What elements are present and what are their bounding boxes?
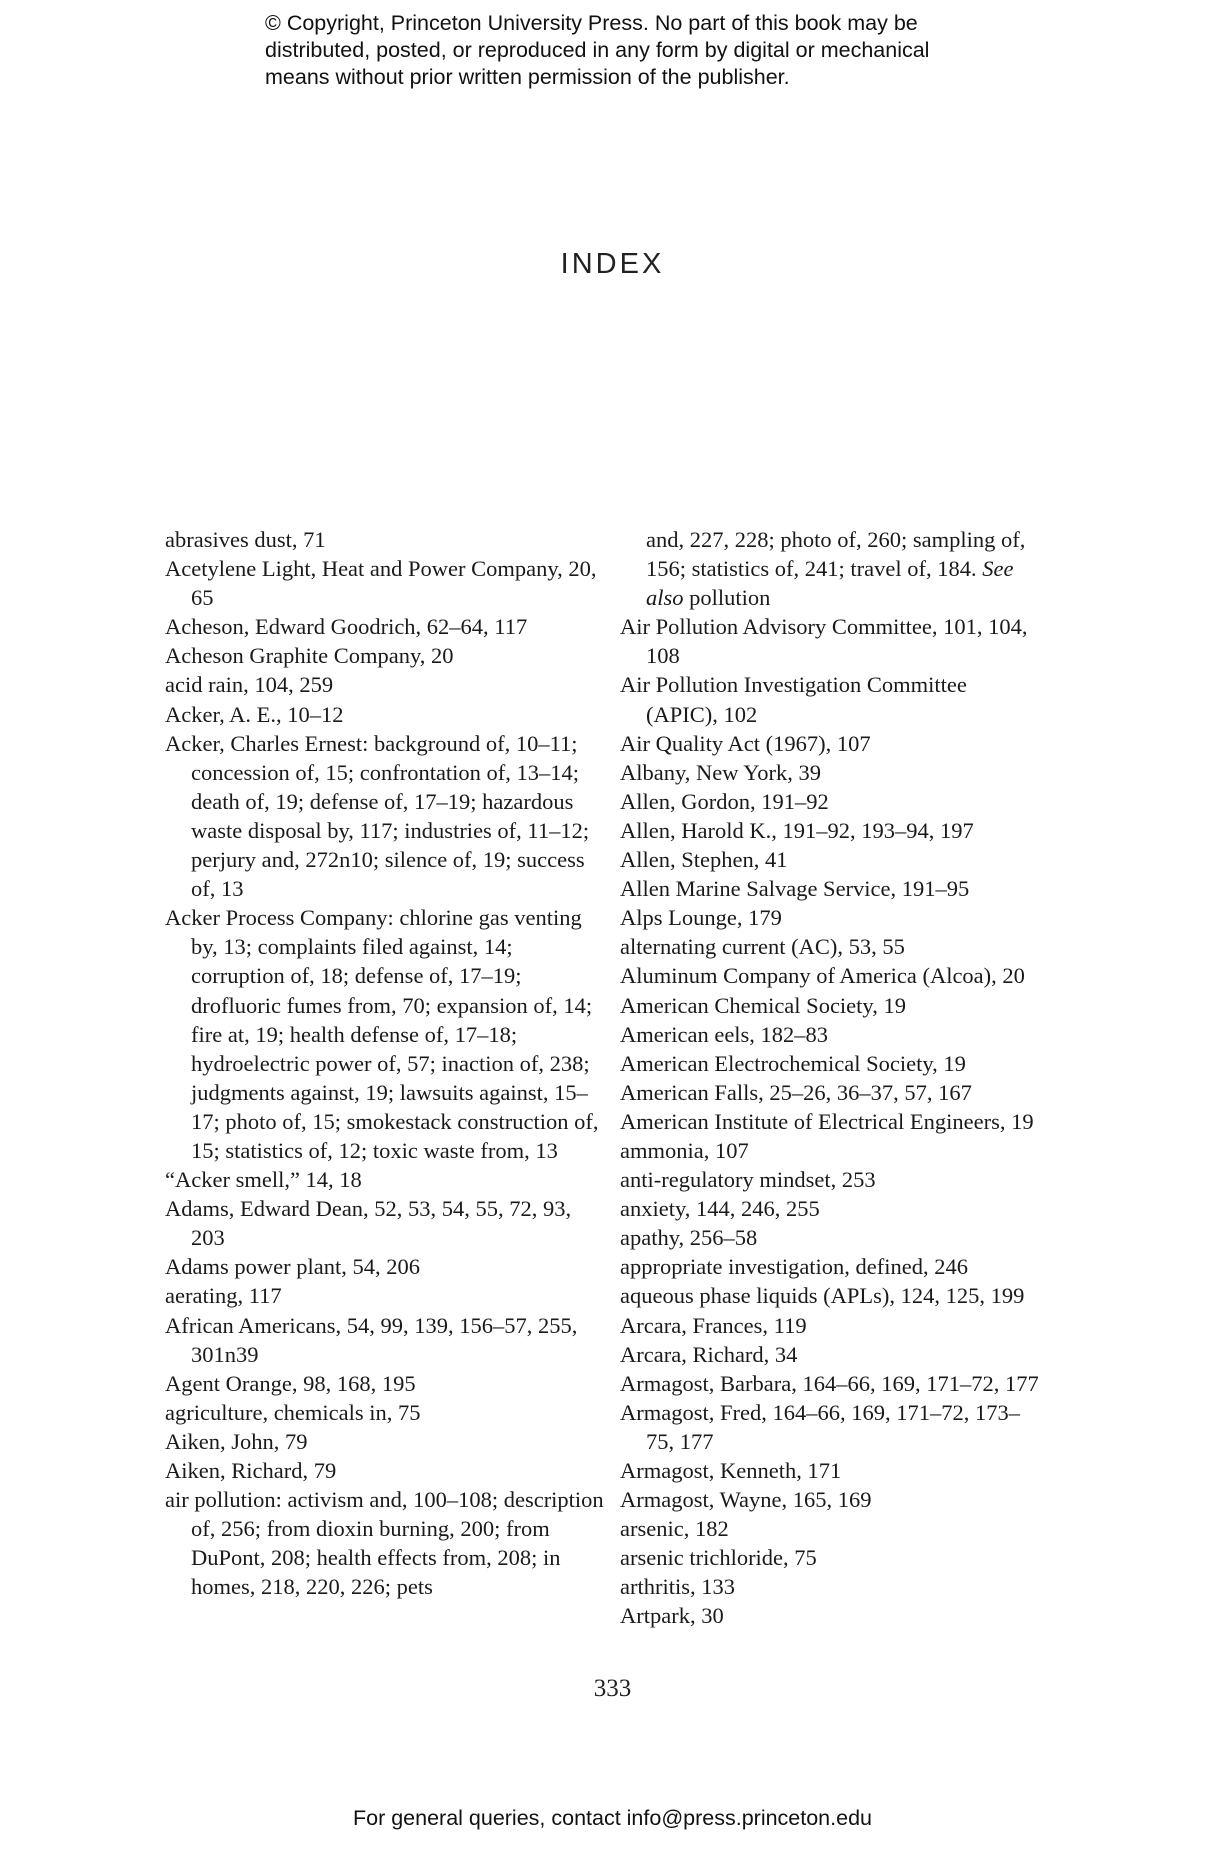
index-entry: American Chemical Society, 19 bbox=[620, 992, 906, 1018]
index-entry: anti-regulatory mindset, 253 bbox=[620, 1167, 876, 1193]
index-entry: alternating current (AC), 53, 55 bbox=[620, 934, 905, 960]
page-number: 333 bbox=[593, 1675, 632, 1702]
index-entry: arthritis, 133 bbox=[620, 1574, 735, 1600]
index-entry: ammonia, 107 bbox=[620, 1137, 749, 1163]
index-entry: Alps Lounge, 179 bbox=[620, 905, 782, 931]
index-column-right bbox=[620, 525, 1040, 1631]
index-entry: aerating, 117 bbox=[165, 1283, 282, 1309]
index-entry: Acker, A. E., 10–12 bbox=[165, 701, 344, 727]
index-entry: Acker Process Company: chlorine gas venting by, 13; complaints filed against, 14; corruption of, 18; defense of, 17–19; drofluoric fumes from, 70; expansion of, 14; fire at, 19; health defense of, 17–18; hydroelectric power of, 57; inaction of, 238; judgments against, 19; lawsuits against, 15–17; photo of, 15; smokestack construction of, 15; statistics of, 12; toxic waste from, 13 bbox=[165, 905, 599, 1163]
index-entry: air pollution: activism and, 100–108; description of, 256; from dioxin burning, 200; from DuPont, 208; health effects from, 208; in homes, 218, 220, 226; pets bbox=[165, 1487, 604, 1600]
index-entry: Armagost, Wayne, 165, 169 bbox=[620, 1487, 872, 1513]
see-also-label: See also bbox=[646, 556, 1014, 611]
index-entry: Arcara, Frances, 119 bbox=[620, 1312, 807, 1338]
index-entry: Adams, Edward Dean, 52, 53, 54, 55, 72, 93, 203 bbox=[165, 1196, 572, 1251]
index-entry: Arcara, Richard, 34 bbox=[620, 1341, 798, 1367]
index-entry: anxiety, 144, 246, 255 bbox=[620, 1196, 820, 1222]
index-entry: Acheson, Edward Goodrich, 62–64, 117 bbox=[165, 614, 528, 640]
index-entry: Air Quality Act (1967), 107 bbox=[620, 730, 871, 756]
index-entry: acid rain, 104, 259 bbox=[165, 672, 334, 698]
index-entry: Allen, Harold K., 191–92, 193–94, 197 bbox=[620, 817, 974, 843]
index-entry: “Acker smell,” 14, 18 bbox=[165, 1167, 362, 1193]
index-entry: Armagost, Fred, 164–66, 169, 171–72, 173–75, 177 bbox=[620, 1399, 1020, 1454]
continuation-text: and, 227, 228; photo of, 260; sampling of, 156; statistics of, 241; travel of, 184. bbox=[646, 527, 1026, 582]
index-entry: American Electrochemical Society, 19 bbox=[620, 1050, 966, 1076]
index-entry: Allen, Stephen, 41 bbox=[620, 847, 788, 873]
index-entry: arsenic, 182 bbox=[620, 1516, 729, 1542]
index-entry: Aluminum Company of America (Alcoa), 20 bbox=[620, 963, 1025, 989]
index-entry: arsenic trichloride, 75 bbox=[620, 1545, 817, 1571]
footer-contact: For general queries, contact info@press.princeton.edu bbox=[352, 1806, 872, 1830]
index-entry: Albany, New York, 39 bbox=[620, 759, 822, 785]
page-title: INDEX bbox=[560, 248, 665, 280]
index-entry: American Falls, 25–26, 36–37, 57, 167 bbox=[620, 1079, 972, 1105]
index-entry: agriculture, chemicals in, 75 bbox=[165, 1399, 421, 1425]
index-entry: Agent Orange, 98, 168, 195 bbox=[165, 1370, 416, 1396]
index-entry: American eels, 182–83 bbox=[620, 1021, 829, 1047]
index-entry: aqueous phase liquids (APLs), 124, 125, 199 bbox=[620, 1283, 1025, 1309]
index-entry: Armagost, Barbara, 164–66, 169, 171–72, 177 bbox=[620, 1370, 1039, 1396]
index-entry: American Institute of Electrical Engineers, 19 bbox=[620, 1108, 1034, 1134]
index-entry-continuation bbox=[620, 525, 1040, 612]
index-entry: Acker, Charles Ernest: background of, 10–11; concession of, 15; confrontation of, 13–14; death of, 19; defense of, 17–19; hazardous waste disposal by, 117; industries of, 11–12; perjury and, 272n10; silence of, 19; success of, 13 bbox=[165, 730, 590, 902]
index-entry: abrasives dust, 71 bbox=[165, 527, 326, 552]
index-entry: Allen Marine Salvage Service, 191–95 bbox=[620, 876, 970, 902]
index-entry: Armagost, Kenneth, 171 bbox=[620, 1458, 842, 1483]
index-entry: Allen, Gordon, 191–92 bbox=[620, 788, 829, 814]
index-entry: Adams power plant, 54, 206 bbox=[165, 1254, 420, 1280]
index-entry: Acetylene Light, Heat and Power Company, 20, 65 bbox=[165, 556, 597, 611]
copyright-notice: © Copyright, Princeton University Press. No part of this book may be distributed, posted, or reproduced in any form by digital or mechanical means without prior written permission of the publisher. bbox=[265, 11, 930, 89]
index-entry: Acheson Graphite Company, 20 bbox=[165, 643, 454, 669]
index-entry: appropriate investigation, defined, 246 bbox=[620, 1254, 969, 1280]
index-entry: Air Pollution Investigation Committee (APIC), 102 bbox=[620, 672, 967, 727]
see-also-target: pollution bbox=[689, 585, 771, 611]
index-entry: Aiken, John, 79 bbox=[165, 1428, 308, 1454]
index-entry: Aiken, Richard, 79 bbox=[165, 1458, 337, 1483]
index-entry: Artpark, 30 bbox=[620, 1603, 724, 1629]
index-column-left bbox=[165, 525, 605, 1601]
index-entry: African Americans, 54, 99, 139, 156–57, 255, 301n39 bbox=[165, 1312, 578, 1367]
index-entry: apathy, 256–58 bbox=[620, 1225, 758, 1251]
index-entry: Air Pollution Advisory Committee, 101, 104, 108 bbox=[620, 614, 1028, 669]
